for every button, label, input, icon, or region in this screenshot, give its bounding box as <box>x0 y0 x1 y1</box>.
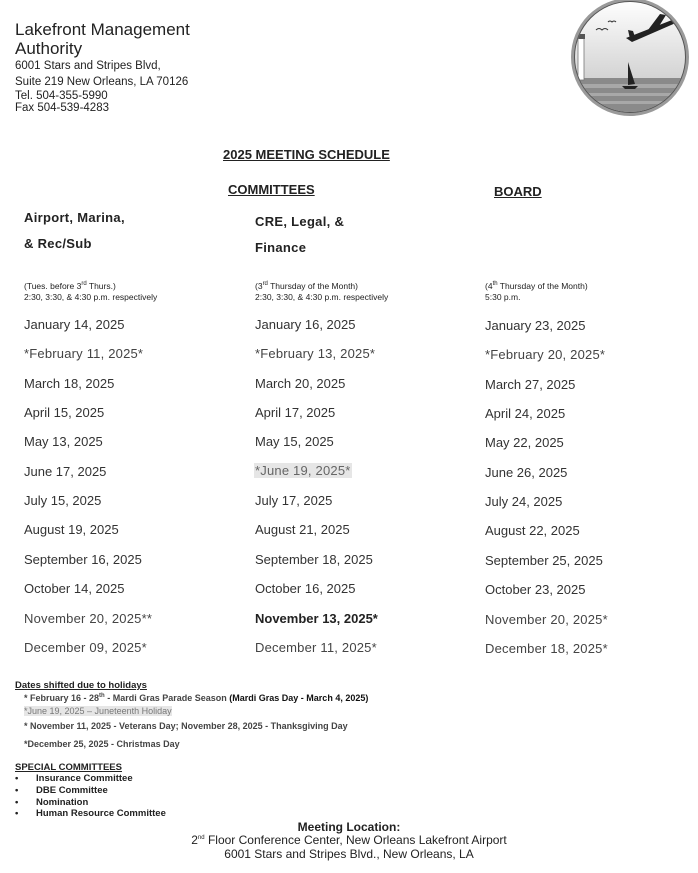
footnote-november: * November 11, 2025 - Veterans Day; November 28, 2025 - Thanksgiving Day <box>24 721 348 731</box>
col3-date: October 23, 2025 <box>485 582 586 597</box>
col3-note: (4th Thursday of the Month) 5:30 p.m. <box>485 281 588 302</box>
org-name-line2: Authority <box>15 39 83 58</box>
col1-date: April 15, 2025 <box>24 405 105 420</box>
col1-date: October 14, 2025 <box>24 581 125 596</box>
col3-date: August 22, 2025 <box>485 523 580 538</box>
org-name-line1: Lakefront Management <box>15 20 190 39</box>
address-line2: Suite 219 New Orleans, LA 70126 <box>15 76 189 88</box>
meeting-location-line1: 2nd Floor Conference Center, New Orleans Lakefront Airport <box>191 833 507 847</box>
list-item: • Human Resource Committee <box>15 808 166 819</box>
col2-date: January 16, 2025 <box>255 317 356 332</box>
col2-date: October 16, 2025 <box>255 581 356 596</box>
holiday-notes-heading: Dates shifted due to holidays <box>15 680 147 691</box>
footnote-christmas: *December 25, 2025 - Christmas Day <box>24 739 180 749</box>
col3-date: June 26, 2025 <box>485 465 568 480</box>
col2-heading-line2: Finance <box>255 240 307 255</box>
col3-date: January 23, 2025 <box>485 318 586 333</box>
col3-date: September 25, 2025 <box>485 553 603 568</box>
col1-heading-line1: Airport, Marina, <box>24 210 125 225</box>
col3-date: April 24, 2025 <box>485 406 566 421</box>
col3-date: March 27, 2025 <box>485 377 576 392</box>
col1-date: June 17, 2025 <box>24 464 107 479</box>
col3-date: December 18, 2025* <box>485 641 608 656</box>
list-item: • DBE Committee <box>15 785 108 796</box>
special-committees-heading: SPECIAL COMMITTEES <box>15 762 122 773</box>
col1-note: (Tues. before 3rd Thurs.) 2:30, 3:30, & 4:30 p.m. respectively <box>24 281 158 302</box>
col1-date: July 15, 2025 <box>24 493 102 508</box>
footnote-juneteenth: *June 19, 2025 – Juneteenth Holiday <box>24 706 172 716</box>
col1-date: November 20, 2025** <box>24 611 153 626</box>
col1-date: *February 11, 2025* <box>24 346 144 361</box>
col2-date: April 17, 2025 <box>255 405 336 420</box>
col1-heading-line2: & Rec/Sub <box>24 236 92 251</box>
col2-date: September 18, 2025 <box>255 552 373 567</box>
board-heading: BOARD <box>494 184 542 199</box>
col2-date: *February 13, 2025* <box>255 346 376 361</box>
col1-date: December 09, 2025* <box>24 640 147 655</box>
col3-date: *February 20, 2025* <box>485 347 606 362</box>
col2-date: May 15, 2025 <box>255 434 334 449</box>
col3-date: May 22, 2025 <box>485 435 564 450</box>
fax: Fax 504-539-4283 <box>15 102 109 114</box>
col1-date: August 19, 2025 <box>24 522 119 537</box>
address-line1: 6001 Stars and Stripes Blvd, <box>15 60 161 72</box>
list-item: • Nomination <box>15 797 89 808</box>
col2-heading-line1: CRE, Legal, & <box>255 214 345 229</box>
col2-date: December 11, 2025* <box>255 640 377 655</box>
committees-heading: COMMITTEES <box>228 182 315 197</box>
col3-date: November 20, 2025* <box>485 612 608 627</box>
col3-date: July 24, 2025 <box>485 494 563 509</box>
col2-date: July 17, 2025 <box>255 493 333 508</box>
col2-date: August 21, 2025 <box>255 522 350 537</box>
schedule-title: 2025 MEETING SCHEDULE <box>223 147 390 162</box>
col1-date: March 18, 2025 <box>24 376 115 391</box>
col1-date: January 14, 2025 <box>24 317 125 332</box>
col2-date: March 20, 2025 <box>255 376 346 391</box>
list-item: • Insurance Committee <box>15 773 133 784</box>
col1-date: May 13, 2025 <box>24 434 103 449</box>
col2-note: (3rd Thursday of the Month) 2:30, 3:30, & 4:30 p.m. respectively <box>255 281 389 302</box>
meeting-location-line2: 6001 Stars and Stripes Blvd., New Orleans, LA <box>224 847 474 861</box>
authority-seal-logo <box>568 0 692 118</box>
col1-date: September 16, 2025 <box>24 552 142 567</box>
col2-date: November 13, 2025* <box>255 611 378 626</box>
phone: Tel. 504-355-5990 <box>15 90 108 102</box>
footnote-mardi-gras: * February 16 - 28th - Mardi Gras Parade Season (Mardi Gras Day - March 4, 2025) <box>24 693 369 703</box>
col2-date: *June 19, 2025* <box>255 463 351 478</box>
meeting-location-heading: Meeting Location: <box>297 820 401 834</box>
